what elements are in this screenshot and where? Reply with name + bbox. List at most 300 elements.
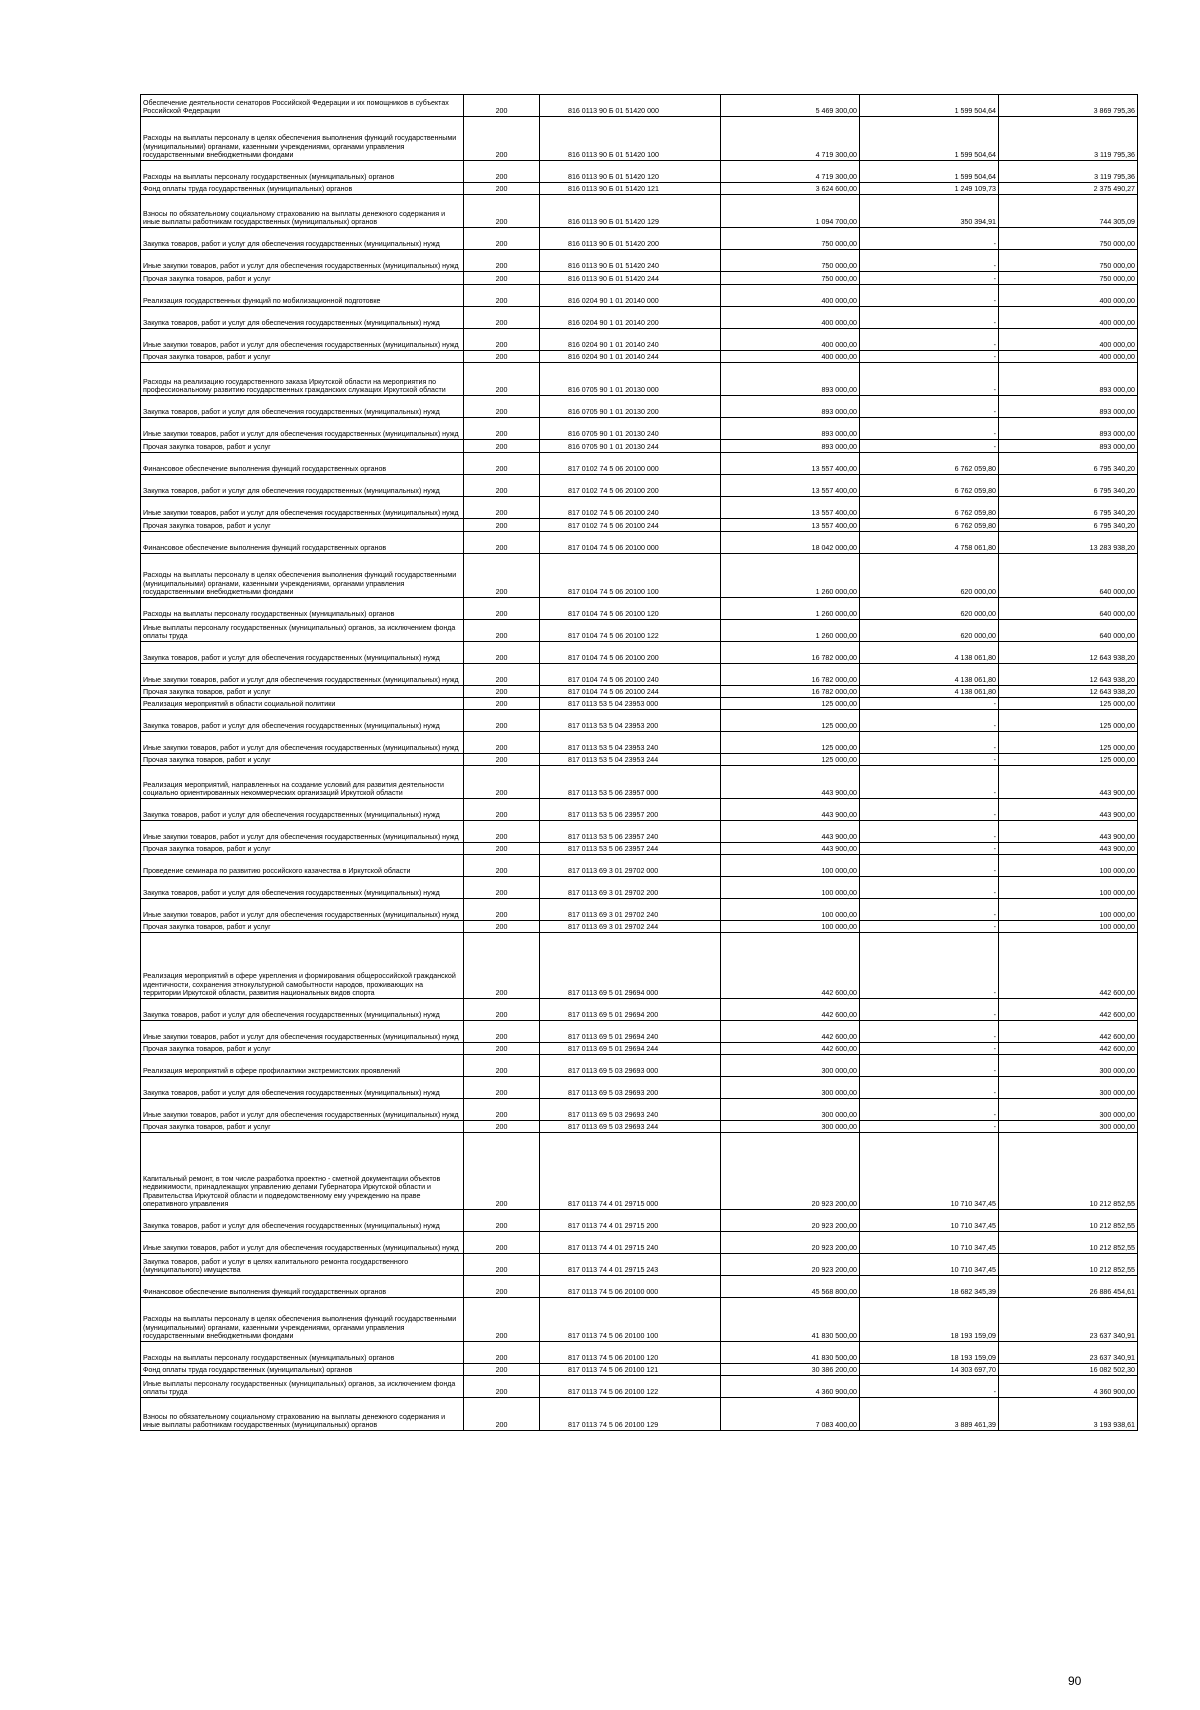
row-remaining-amount: 3 119 795,36 [999,117,1138,161]
row-plan-amount: 442 600,00 [721,1021,860,1043]
row-executed-amount: - [860,1021,999,1043]
row-plan-amount: 300 000,00 [721,1121,860,1133]
row-kbk: 817 0113 74 5 06 20100 000 [540,1276,721,1298]
row-executed-amount: 10 710 347,45 [860,1232,999,1254]
table-row [141,698,1138,710]
row-remaining-amount: 893 000,00 [999,396,1138,418]
row-executed-amount: - [860,396,999,418]
row-executed-amount: 620 000,00 [860,554,999,598]
row-code: 200 [464,799,540,821]
row-name: Закупка товаров, работ и услуг для обеспечения государственных (муниципальных) нужд [141,396,464,418]
table-row [141,999,1138,1021]
row-kbk: 817 0104 74 5 06 20100 120 [540,598,721,620]
row-executed-amount: - [860,1099,999,1121]
row-kbk: 817 0102 74 5 06 20100 240 [540,497,721,519]
row-plan-amount: 400 000,00 [721,285,860,307]
row-name: Капитальный ремонт, в том числе разработка проектно - сметной документации объектов недвижимости, принадлежащих управлению делами Губернатора Иркутской области и Правительства Иркутской области и подведомственному ему учреждению на праве оперативного управления [141,1133,464,1210]
row-name: Реализация мероприятий, направленных на создание условий для развития деятельности социально ориентированных некоммерческих организаций Иркутской области [141,766,464,799]
row-remaining-amount: 3 869 795,36 [999,95,1138,117]
row-code: 200 [464,418,540,440]
row-plan-amount: 16 782 000,00 [721,664,860,686]
row-name: Расходы на выплаты персоналу государственных (муниципальных) органов [141,598,464,620]
row-name: Фонд оплаты труда государственных (муниципальных) органов [141,183,464,195]
row-code: 200 [464,95,540,117]
row-code: 200 [464,1342,540,1364]
row-name: Иные закупки товаров, работ и услуг для обеспечения государственных (муниципальных) нужд [141,250,464,272]
row-name: Расходы на выплаты персоналу в целях обеспечения выполнения функций государственными (муниципальными) органами, казенными учреждениями, органами управления государственными внебюджетными фондами [141,554,464,598]
row-plan-amount: 41 830 500,00 [721,1342,860,1364]
row-name: Иные закупки товаров, работ и услуг для обеспечения государственных (муниципальных) нужд [141,1021,464,1043]
row-name: Прочая закупка товаров, работ и услуг [141,272,464,285]
table-row [141,228,1138,250]
row-kbk: 816 0705 90 1 01 20130 200 [540,396,721,418]
row-plan-amount: 750 000,00 [721,272,860,285]
row-code: 200 [464,1021,540,1043]
row-executed-amount: - [860,899,999,921]
row-executed-amount: - [860,418,999,440]
row-kbk: 816 0113 90 Б 01 51420 121 [540,183,721,195]
row-executed-amount: 6 762 059,80 [860,453,999,475]
row-kbk: 817 0113 69 5 01 29694 000 [540,933,721,999]
row-executed-amount: - [860,1376,999,1398]
row-kbk: 817 0104 74 5 06 20100 100 [540,554,721,598]
table-row [141,1021,1138,1043]
row-name: Иные закупки товаров, работ и услуг для обеспечения государственных (муниципальных) нужд [141,497,464,519]
row-remaining-amount: 100 000,00 [999,877,1138,899]
table-row [141,732,1138,754]
row-kbk: 817 0113 53 5 04 23953 244 [540,754,721,766]
row-plan-amount: 442 600,00 [721,933,860,999]
row-code: 200 [464,396,540,418]
row-name: Закупка товаров, работ и услуг для обеспечения государственных (муниципальных) нужд [141,307,464,329]
row-code: 200 [464,1055,540,1077]
row-code: 200 [464,519,540,532]
row-code: 200 [464,1043,540,1055]
table-row [141,1254,1138,1276]
row-name: Финансовое обеспечение выполнения функций государственных органов [141,532,464,554]
row-code: 200 [464,1254,540,1276]
row-plan-amount: 13 557 400,00 [721,453,860,475]
table-row [141,396,1138,418]
row-executed-amount: 1 599 504,64 [860,95,999,117]
row-remaining-amount: 100 000,00 [999,899,1138,921]
row-executed-amount: - [860,766,999,799]
row-kbk: 816 0705 90 1 01 20130 000 [540,363,721,396]
row-code: 200 [464,732,540,754]
row-executed-amount: - [860,1121,999,1133]
row-executed-amount: 4 138 061,80 [860,686,999,698]
row-executed-amount: 6 762 059,80 [860,475,999,497]
row-executed-amount: 14 303 697,70 [860,1364,999,1376]
row-executed-amount: - [860,933,999,999]
row-kbk: 817 0104 74 5 06 20100 240 [540,664,721,686]
row-plan-amount: 30 386 200,00 [721,1364,860,1376]
row-kbk: 817 0113 69 5 01 29694 244 [540,1043,721,1055]
table-row [141,95,1138,117]
row-executed-amount: 620 000,00 [860,620,999,642]
row-kbk: 816 0204 90 1 01 20140 244 [540,351,721,363]
row-kbk: 817 0113 69 3 01 29702 000 [540,855,721,877]
row-name: Закупка товаров, работ и услуг для обеспечения государственных (муниципальных) нужд [141,1077,464,1099]
row-remaining-amount: 300 000,00 [999,1055,1138,1077]
row-executed-amount: - [860,307,999,329]
row-name: Иные выплаты персоналу государственных (муниципальных) органов, за исключением фонда оплаты труда [141,620,464,642]
row-plan-amount: 300 000,00 [721,1099,860,1121]
row-plan-amount: 20 923 200,00 [721,1210,860,1232]
row-remaining-amount: 4 360 900,00 [999,1376,1138,1398]
row-code: 200 [464,855,540,877]
row-remaining-amount: 640 000,00 [999,554,1138,598]
row-executed-amount: - [860,285,999,307]
row-name: Проведение семинара по развитию российского казачества в Иркутской области [141,855,464,877]
table-row [141,453,1138,475]
row-kbk: 816 0113 90 Б 01 51420 200 [540,228,721,250]
row-executed-amount: - [860,440,999,453]
row-code: 200 [464,351,540,363]
row-plan-amount: 125 000,00 [721,698,860,710]
row-plan-amount: 442 600,00 [721,999,860,1021]
row-code: 200 [464,710,540,732]
row-plan-amount: 893 000,00 [721,418,860,440]
row-kbk: 816 0113 90 Б 01 51420 100 [540,117,721,161]
table-row [141,117,1138,161]
row-plan-amount: 893 000,00 [721,396,860,418]
row-code: 200 [464,161,540,183]
row-plan-amount: 893 000,00 [721,363,860,396]
row-executed-amount: - [860,732,999,754]
row-remaining-amount: 3 193 938,61 [999,1398,1138,1431]
row-executed-amount: 620 000,00 [860,598,999,620]
row-code: 200 [464,497,540,519]
table-row [141,329,1138,351]
row-name: Закупка товаров, работ и услуг для обеспечения государственных (муниципальных) нужд [141,710,464,732]
row-remaining-amount: 400 000,00 [999,329,1138,351]
row-code: 200 [464,363,540,396]
row-executed-amount: 18 682 345,39 [860,1276,999,1298]
row-name: Обеспечение деятельности сенаторов Российской Федерации и их помощников в субъектах Российской Федерации [141,95,464,117]
table-row [141,754,1138,766]
row-executed-amount: - [860,877,999,899]
row-code: 200 [464,453,540,475]
table-row [141,1055,1138,1077]
row-name: Иные закупки товаров, работ и услуг для обеспечения государственных (муниципальных) нужд [141,1232,464,1254]
row-executed-amount: - [860,250,999,272]
table-row [141,821,1138,843]
row-name: Расходы на выплаты персоналу государственных (муниципальных) органов [141,161,464,183]
row-executed-amount: - [860,1077,999,1099]
row-plan-amount: 20 923 200,00 [721,1254,860,1276]
row-kbk: 816 0113 90 Б 01 51420 244 [540,272,721,285]
row-name: Фонд оплаты труда государственных (муниципальных) органов [141,1364,464,1376]
row-remaining-amount: 6 795 340,20 [999,475,1138,497]
row-kbk: 817 0113 53 5 06 23957 244 [540,843,721,855]
row-remaining-amount: 23 637 340,91 [999,1342,1138,1364]
row-executed-amount: - [860,1055,999,1077]
row-remaining-amount: 12 643 938,20 [999,686,1138,698]
table-row [141,1232,1138,1254]
table-row [141,899,1138,921]
row-name: Финансовое обеспечение выполнения функций государственных органов [141,1276,464,1298]
row-name: Закупка товаров, работ и услуг для обеспечения государственных (муниципальных) нужд [141,799,464,821]
row-code: 200 [464,272,540,285]
row-code: 200 [464,899,540,921]
row-executed-amount: 1 249 109,73 [860,183,999,195]
row-executed-amount: - [860,999,999,1021]
row-executed-amount: 1 599 504,64 [860,161,999,183]
row-remaining-amount: 750 000,00 [999,228,1138,250]
row-plan-amount: 20 923 200,00 [721,1232,860,1254]
row-executed-amount: 18 193 159,09 [860,1342,999,1364]
table-row [141,1133,1138,1210]
row-code: 200 [464,1232,540,1254]
row-remaining-amount: 442 600,00 [999,1043,1138,1055]
table-row [141,418,1138,440]
table-row [141,1398,1138,1431]
row-code: 200 [464,195,540,228]
row-remaining-amount: 12 643 938,20 [999,642,1138,664]
row-kbk: 817 0113 69 5 03 29693 200 [540,1077,721,1099]
row-code: 200 [464,117,540,161]
row-kbk: 817 0113 74 4 01 29715 243 [540,1254,721,1276]
row-name: Реализация мероприятий в сфере профилактики экстремистских проявлений [141,1055,464,1077]
row-code: 200 [464,598,540,620]
row-executed-amount: - [860,921,999,933]
row-executed-amount: 4 138 061,80 [860,642,999,664]
row-kbk: 816 0705 90 1 01 20130 244 [540,440,721,453]
table-row [141,1077,1138,1099]
row-kbk: 817 0102 74 5 06 20100 200 [540,475,721,497]
table-row [141,598,1138,620]
row-code: 200 [464,698,540,710]
row-remaining-amount: 125 000,00 [999,710,1138,732]
row-name: Реализация государственных функций по мобилизационной подготовке [141,285,464,307]
row-kbk: 817 0113 69 5 03 29693 240 [540,1099,721,1121]
row-plan-amount: 13 557 400,00 [721,497,860,519]
row-kbk: 817 0104 74 5 06 20100 122 [540,620,721,642]
row-kbk: 816 0113 90 Б 01 51420 240 [540,250,721,272]
row-name: Иные закупки товаров, работ и услуг для обеспечения государственных (муниципальных) нужд [141,664,464,686]
row-plan-amount: 100 000,00 [721,899,860,921]
row-executed-amount: 3 889 461,39 [860,1398,999,1431]
row-plan-amount: 5 469 300,00 [721,95,860,117]
row-plan-amount: 442 600,00 [721,1043,860,1055]
row-remaining-amount: 10 212 852,55 [999,1210,1138,1232]
row-remaining-amount: 10 212 852,55 [999,1254,1138,1276]
row-executed-amount: - [860,855,999,877]
table-row [141,532,1138,554]
row-code: 200 [464,307,540,329]
row-code: 200 [464,821,540,843]
table-row [141,1376,1138,1398]
table-row [141,933,1138,999]
row-remaining-amount: 893 000,00 [999,418,1138,440]
row-remaining-amount: 744 305,09 [999,195,1138,228]
row-remaining-amount: 100 000,00 [999,855,1138,877]
row-kbk: 817 0113 69 5 01 29694 200 [540,999,721,1021]
row-name: Закупка товаров, работ и услуг для обеспечения государственных (муниципальных) нужд [141,1210,464,1232]
row-plan-amount: 1 260 000,00 [721,598,860,620]
row-code: 200 [464,754,540,766]
row-remaining-amount: 640 000,00 [999,620,1138,642]
row-code: 200 [464,933,540,999]
row-name: Взносы по обязательному социальному страхованию на выплаты денежного содержания и иные выплаты работникам государственных (муниципальных) органов [141,195,464,228]
row-kbk: 817 0113 69 3 01 29702 240 [540,899,721,921]
row-remaining-amount: 893 000,00 [999,363,1138,396]
table-row [141,1276,1138,1298]
row-plan-amount: 3 624 600,00 [721,183,860,195]
row-plan-amount: 125 000,00 [721,754,860,766]
row-plan-amount: 443 900,00 [721,821,860,843]
row-remaining-amount: 6 795 340,20 [999,497,1138,519]
row-code: 200 [464,686,540,698]
row-kbk: 817 0113 69 5 03 29693 244 [540,1121,721,1133]
row-remaining-amount: 2 375 490,27 [999,183,1138,195]
row-kbk: 817 0113 53 5 04 23953 240 [540,732,721,754]
row-executed-amount: 18 193 159,09 [860,1298,999,1342]
row-plan-amount: 300 000,00 [721,1055,860,1077]
table-row [141,497,1138,519]
row-code: 200 [464,1133,540,1210]
table-row [141,1121,1138,1133]
row-name: Закупка товаров, работ и услуг для обеспечения государственных (муниципальных) нужд [141,877,464,899]
row-kbk: 817 0113 74 5 06 20100 100 [540,1298,721,1342]
table-row [141,1043,1138,1055]
table-row [141,307,1138,329]
row-plan-amount: 100 000,00 [721,921,860,933]
row-executed-amount: - [860,228,999,250]
row-kbk: 817 0113 74 4 01 29715 200 [540,1210,721,1232]
row-kbk: 817 0113 69 3 01 29702 244 [540,921,721,933]
row-name: Прочая закупка товаров, работ и услуг [141,754,464,766]
row-name: Расходы на выплаты персоналу в целях обеспечения выполнения функций государственными (муниципальными) органами, казенными учреждениями, органами управления государственными внебюджетными фондами [141,117,464,161]
row-plan-amount: 125 000,00 [721,732,860,754]
row-code: 200 [464,766,540,799]
table-row [141,272,1138,285]
row-executed-amount: - [860,329,999,351]
row-remaining-amount: 16 082 502,30 [999,1364,1138,1376]
row-kbk: 817 0113 74 4 01 29715 000 [540,1133,721,1210]
row-executed-amount: 6 762 059,80 [860,519,999,532]
row-remaining-amount: 125 000,00 [999,698,1138,710]
row-remaining-amount: 10 212 852,55 [999,1232,1138,1254]
row-code: 200 [464,642,540,664]
row-plan-amount: 4 719 300,00 [721,117,860,161]
row-plan-amount: 1 260 000,00 [721,620,860,642]
row-code: 200 [464,921,540,933]
row-remaining-amount: 26 886 454,61 [999,1276,1138,1298]
table-row [141,855,1138,877]
row-remaining-amount: 442 600,00 [999,1021,1138,1043]
row-name: Реализация мероприятий в сфере укрепления и формирования общероссийской гражданской идентичности, сохранения этнокультурной самобытности народов, проживающих на территории Иркутской области, развития национальных видов спорта [141,933,464,999]
row-remaining-amount: 400 000,00 [999,285,1138,307]
row-remaining-amount: 13 283 938,20 [999,532,1138,554]
row-code: 200 [464,620,540,642]
row-plan-amount: 16 782 000,00 [721,686,860,698]
row-name: Иные закупки товаров, работ и услуг для обеспечения государственных (муниципальных) нужд [141,418,464,440]
row-remaining-amount: 300 000,00 [999,1099,1138,1121]
row-plan-amount: 400 000,00 [721,329,860,351]
row-remaining-amount: 443 900,00 [999,799,1138,821]
row-name: Иные закупки товаров, работ и услуг для обеспечения государственных (муниципальных) нужд [141,821,464,843]
row-code: 200 [464,1298,540,1342]
row-plan-amount: 100 000,00 [721,877,860,899]
row-plan-amount: 300 000,00 [721,1077,860,1099]
row-code: 200 [464,1376,540,1398]
row-remaining-amount: 750 000,00 [999,250,1138,272]
row-remaining-amount: 3 119 795,36 [999,161,1138,183]
row-plan-amount: 893 000,00 [721,440,860,453]
row-name: Закупка товаров, работ и услуг в целях капитального ремонта государственного (муниципального) имущества [141,1254,464,1276]
table-row [141,843,1138,855]
row-remaining-amount: 6 795 340,20 [999,453,1138,475]
row-name: Расходы на выплаты персоналу в целях обеспечения выполнения функций государственными (муниципальными) органами, казенными учреждениями, органами управления государственными внебюджетными фондами [141,1298,464,1342]
row-kbk: 817 0102 74 5 06 20100 000 [540,453,721,475]
row-remaining-amount: 443 900,00 [999,821,1138,843]
row-code: 200 [464,1210,540,1232]
row-remaining-amount: 125 000,00 [999,732,1138,754]
table-row [141,620,1138,642]
row-kbk: 817 0102 74 5 06 20100 244 [540,519,721,532]
table-row [141,686,1138,698]
table-row [141,710,1138,732]
row-executed-amount: 4 758 061,80 [860,532,999,554]
row-plan-amount: 443 900,00 [721,766,860,799]
row-code: 200 [464,1077,540,1099]
table-row [141,1099,1138,1121]
row-code: 200 [464,183,540,195]
table-row [141,1342,1138,1364]
table-row [141,799,1138,821]
row-executed-amount: 10 710 347,45 [860,1133,999,1210]
row-remaining-amount: 23 637 340,91 [999,1298,1138,1342]
row-code: 200 [464,1276,540,1298]
table-row [141,921,1138,933]
row-remaining-amount: 750 000,00 [999,272,1138,285]
row-remaining-amount: 400 000,00 [999,307,1138,329]
table-row [141,475,1138,497]
row-executed-amount: 6 762 059,80 [860,497,999,519]
row-executed-amount: - [860,363,999,396]
row-kbk: 817 0113 74 5 06 20100 129 [540,1398,721,1431]
row-name: Прочая закупка товаров, работ и услуг [141,921,464,933]
row-code: 200 [464,440,540,453]
row-executed-amount: - [860,698,999,710]
table-row [141,766,1138,799]
row-name: Иные закупки товаров, работ и услуг для обеспечения государственных (муниципальных) нужд [141,899,464,921]
row-code: 200 [464,532,540,554]
row-remaining-amount: 442 600,00 [999,999,1138,1021]
row-code: 200 [464,843,540,855]
row-executed-amount: - [860,843,999,855]
row-code: 200 [464,329,540,351]
row-remaining-amount: 443 900,00 [999,843,1138,855]
row-remaining-amount: 640 000,00 [999,598,1138,620]
row-code: 200 [464,1121,540,1133]
table-row [141,250,1138,272]
row-executed-amount: - [860,754,999,766]
row-executed-amount: - [860,1043,999,1055]
table-row [141,642,1138,664]
row-name: Иные закупки товаров, работ и услуг для обеспечения государственных (муниципальных) нужд [141,1099,464,1121]
row-executed-amount: 10 710 347,45 [860,1210,999,1232]
page-number: 90 [1068,1674,1082,1688]
row-kbk: 817 0104 74 5 06 20100 000 [540,532,721,554]
row-plan-amount: 443 900,00 [721,799,860,821]
row-remaining-amount: 100 000,00 [999,921,1138,933]
row-kbk: 817 0113 74 5 06 20100 120 [540,1342,721,1364]
table-row [141,195,1138,228]
row-remaining-amount: 443 900,00 [999,766,1138,799]
